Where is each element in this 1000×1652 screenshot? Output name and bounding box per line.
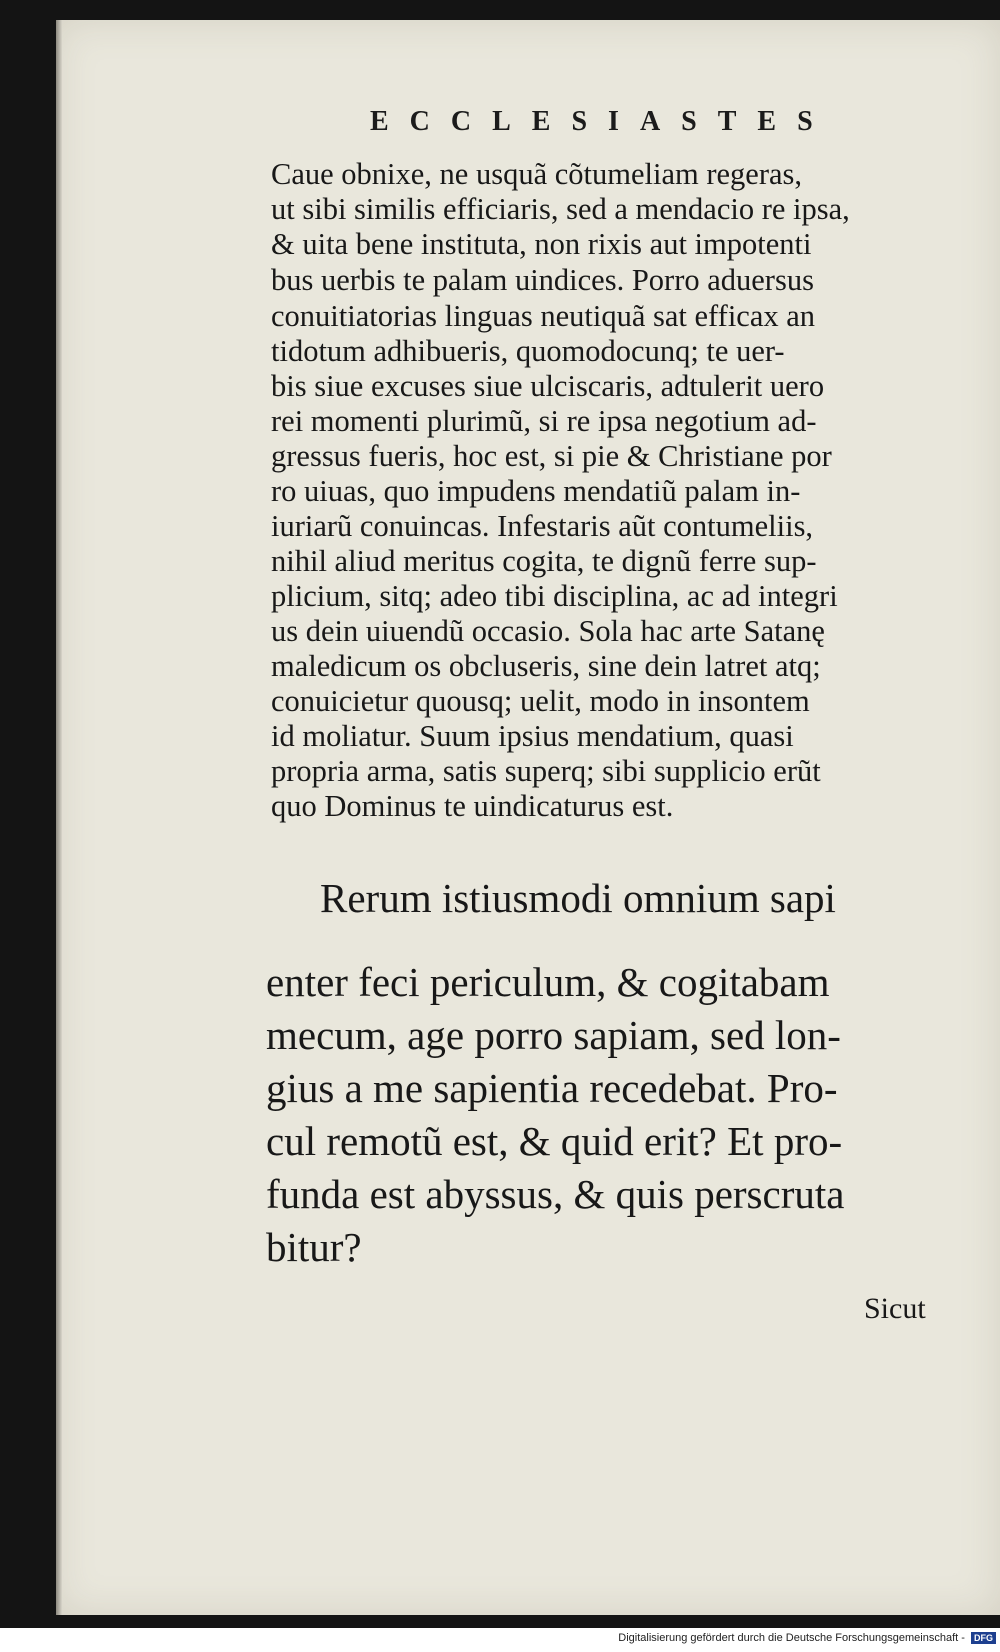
commentary-line: iuriarũ conuincas. Infestaris aũt contumeliis, xyxy=(271,509,814,543)
commentary-line: tidotum adhibueris, quomodocunq; te uer- xyxy=(271,334,785,368)
digitization-credit xyxy=(618,1632,996,1644)
scripture-line: funda est abyssus, & quis perscruta xyxy=(266,1171,845,1217)
commentary-line: maledicum os obcluseris, sine dein latret atq; xyxy=(271,649,821,683)
commentary-line: ro uiuas, quo impudens mendatiũ palam in- xyxy=(271,474,801,508)
commentary-line: nihil aliud meritus cogita, te dignũ ferre sup- xyxy=(271,544,817,578)
scripture-line: gius a me sapientia recedebat. Pro- xyxy=(266,1065,838,1111)
scripture-line: mecum, age porro sapiam, sed lon- xyxy=(266,1012,841,1058)
scripture-line: cul remotũ est, & quid erit? Et pro- xyxy=(266,1118,843,1164)
commentary-line: conuicietur quousq; uelit, modo in insontem xyxy=(271,684,810,718)
credit-text: Digitalisierung gefördert durch die Deutsche Forschungsgemeinschaft - xyxy=(618,1632,965,1644)
dfg-logo: DFG xyxy=(971,1632,996,1644)
commentary-line: Caue obnixe, ne usquã cõtumeliam regeras, xyxy=(271,157,803,191)
commentary-line: quo Dominus te uindicaturus est. xyxy=(271,789,674,823)
commentary-line: & uita bene instituta, non rixis aut impotenti xyxy=(271,227,812,261)
commentary-line: ut sibi similis efficiaris, sed a mendacio re ipsa, xyxy=(271,192,850,226)
page-edge xyxy=(56,20,62,1615)
catchword: Sicut xyxy=(864,1292,926,1325)
commentary-line: conuitiatorias linguas neutiquã sat efficax an xyxy=(271,299,816,333)
commentary-line: us dein uiuendũ occasio. Sola hac arte Satanę xyxy=(271,614,825,648)
scripture-line: Rerum istiusmodi omnium sapi xyxy=(320,875,836,921)
commentary-line: propria arma, satis superq; sibi supplicio erũt xyxy=(271,754,821,788)
commentary-line: rei momenti plurimũ, si re ipsa negotium ad- xyxy=(271,404,817,438)
commentary-line: id moliatur. Suum ipsius mendatium, quasi xyxy=(271,719,794,753)
commentary-line: gressus fueris, hoc est, si pie & Christiane por xyxy=(271,439,832,473)
running-header: ECCLESIASTES xyxy=(370,106,834,137)
commentary-line: bus uerbis te palam uindices. Porro aduersus xyxy=(271,263,814,297)
commentary-line: plicium, sitq; adeo tibi disciplina, ac ad integri xyxy=(271,579,838,613)
scripture-line: bitur? xyxy=(266,1224,362,1270)
commentary-line: bis siue excuses siue ulciscaris, adtulerit uero xyxy=(271,369,825,403)
scripture-line: enter feci periculum, & cogitabam xyxy=(266,959,830,1005)
